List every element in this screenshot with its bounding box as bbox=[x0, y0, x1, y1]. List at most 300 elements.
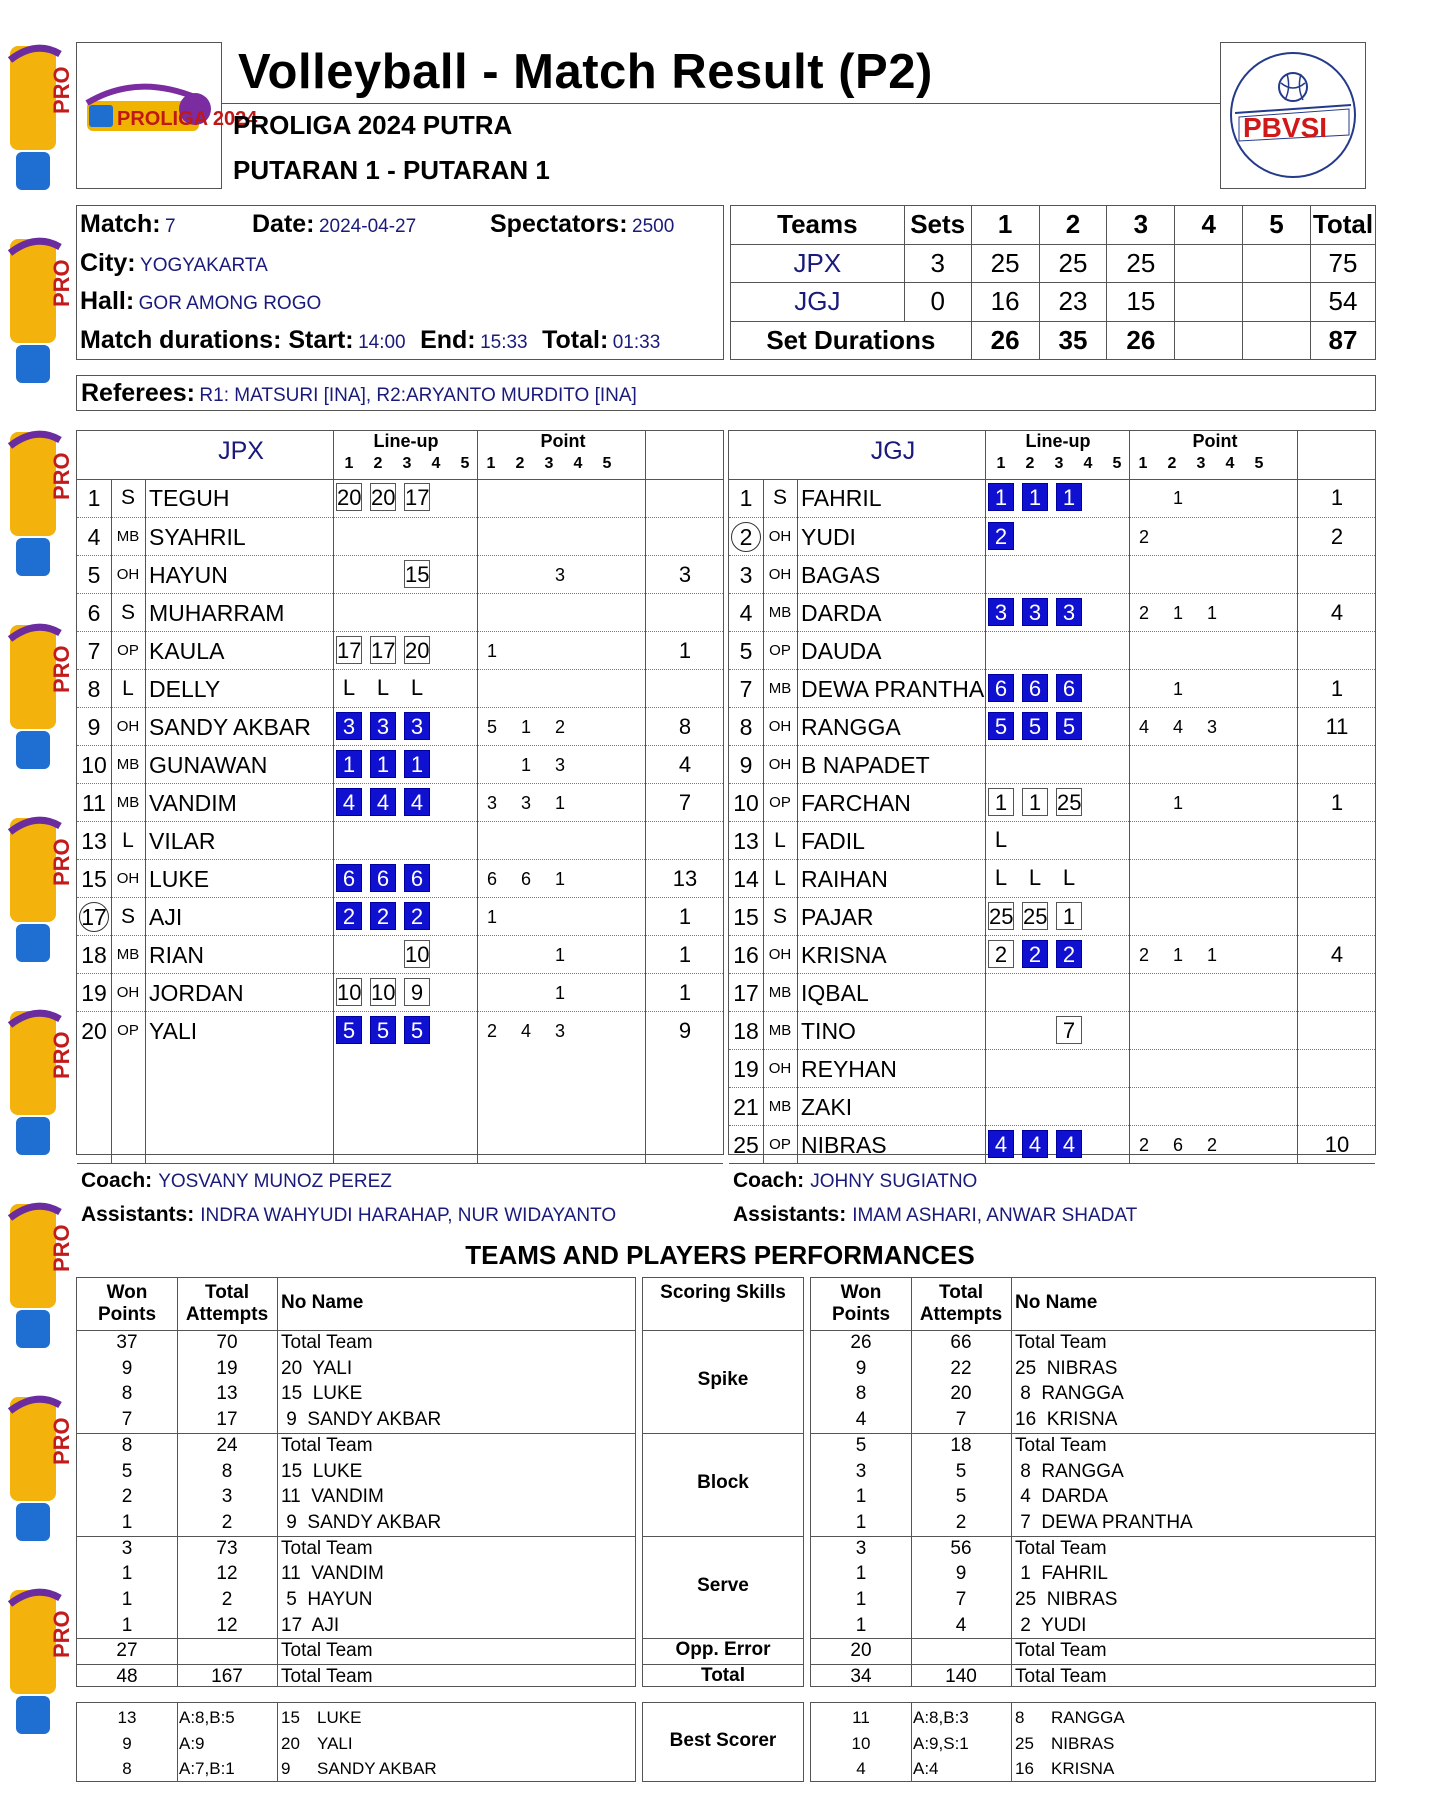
set-points: 2 bbox=[1206, 1135, 1217, 1155]
player-row bbox=[77, 517, 723, 556]
match-label: Match: bbox=[80, 210, 161, 238]
point-header: Point bbox=[1192, 431, 1238, 451]
player-number: 15 bbox=[81, 866, 107, 892]
team-b-best-scorer-table bbox=[810, 1702, 1376, 1782]
total-attempts: 19 bbox=[216, 1357, 238, 1379]
results-cell: 23 bbox=[1039, 283, 1107, 322]
set-points: 5 bbox=[486, 717, 497, 737]
player-name: VANDIM bbox=[149, 790, 237, 816]
lineup-position: 2 bbox=[370, 902, 396, 930]
point-set-number: 3 bbox=[1196, 455, 1206, 472]
results-header-2: 1 bbox=[971, 206, 1039, 245]
set-points: 4 bbox=[1138, 717, 1149, 737]
set-points: 1 bbox=[1206, 945, 1217, 965]
captain-circle: 17 bbox=[79, 902, 109, 932]
best-scorer-row bbox=[811, 1731, 1375, 1757]
end-value: 15:33 bbox=[480, 332, 528, 353]
set-points: 1 bbox=[554, 945, 565, 965]
performance-row bbox=[77, 1459, 635, 1485]
won-points: 1 bbox=[855, 1511, 867, 1533]
won-points: 1 bbox=[855, 1589, 867, 1610]
lineup-position: 5 bbox=[988, 712, 1014, 740]
lineup-position: 3 bbox=[1056, 598, 1082, 626]
set-points: 2 bbox=[486, 1021, 497, 1041]
set-duration-cell bbox=[1243, 321, 1311, 360]
point-set-number: 4 bbox=[573, 455, 583, 472]
player-number: 3 bbox=[739, 562, 753, 588]
won-points: 1 bbox=[855, 1563, 867, 1585]
player-position: MB bbox=[116, 756, 140, 773]
player-row bbox=[729, 935, 1375, 974]
total-attempts: 56 bbox=[950, 1537, 972, 1559]
won-points: 9 bbox=[121, 1357, 133, 1379]
player-name: KAULA bbox=[149, 638, 225, 664]
no-name-header: No Name bbox=[281, 1292, 364, 1313]
lineup-position: 17 bbox=[371, 638, 396, 663]
lineup-set-number: 4 bbox=[431, 455, 441, 472]
best-scorer-name: RANGGA bbox=[1051, 1708, 1125, 1727]
player-name: RAIHAN bbox=[801, 866, 888, 892]
lineup-position: 6 bbox=[1022, 674, 1048, 702]
performance-row bbox=[77, 1484, 635, 1510]
player-name: FADIL bbox=[801, 828, 865, 854]
player-row bbox=[729, 973, 1375, 1012]
lineup-position: 20 bbox=[405, 638, 430, 663]
set-duration-cell: 26 bbox=[1107, 321, 1175, 360]
player-position: L bbox=[774, 829, 786, 852]
won-points: 2 bbox=[121, 1486, 133, 1508]
lineup-header: Line-up bbox=[1025, 431, 1091, 451]
team-a-best-scorer-table bbox=[76, 1702, 636, 1782]
player-position: OH bbox=[116, 718, 140, 735]
point-set-number: 5 bbox=[1254, 455, 1264, 472]
won-points: 48 bbox=[116, 1666, 138, 1688]
won-points: 7 bbox=[121, 1409, 133, 1431]
player-name: 4 DARDA bbox=[1015, 1486, 1108, 1508]
player-total-points: 11 bbox=[1325, 714, 1349, 739]
lineup-set-number: 2 bbox=[373, 455, 383, 472]
results-cell: 25 bbox=[971, 244, 1039, 283]
lineup-position: 1 bbox=[404, 750, 430, 778]
player-number: 25 bbox=[733, 1132, 759, 1158]
lineup-header: Line-up bbox=[373, 431, 439, 451]
player-name: 16 KRISNA bbox=[1015, 1409, 1118, 1431]
total-attempts: 4 bbox=[955, 1614, 967, 1636]
set-points: 2 bbox=[1138, 603, 1149, 623]
best-scorer-number: 20 bbox=[281, 1733, 300, 1753]
set-points: 1 bbox=[486, 907, 497, 927]
total-attempts: 18 bbox=[950, 1434, 972, 1456]
player-name: 1 FAHRIL bbox=[1015, 1563, 1108, 1585]
best-scorer-breakdown: A:7,B:1 bbox=[179, 1759, 235, 1778]
total-attempts: 12 bbox=[216, 1614, 238, 1636]
player-row bbox=[729, 555, 1375, 594]
results-cell: 3 bbox=[904, 244, 971, 283]
lineup-position: 1 bbox=[988, 788, 1014, 816]
lineup-position: 3 bbox=[988, 598, 1014, 626]
total-attempts: 5 bbox=[955, 1460, 967, 1482]
player-name: 17 AJI bbox=[281, 1614, 340, 1636]
player-name: 5 HAYUN bbox=[281, 1589, 373, 1610]
player-row bbox=[77, 745, 723, 784]
player-row bbox=[729, 897, 1375, 936]
lineup-set-number: 5 bbox=[460, 455, 470, 472]
lineup-position: 20 bbox=[371, 485, 396, 510]
total-row bbox=[811, 1664, 1375, 1690]
player-number: 20 bbox=[81, 1018, 107, 1044]
scoring-skills-header: Scoring Skills bbox=[660, 1282, 786, 1303]
best-scorer-row bbox=[811, 1705, 1375, 1731]
player-name: 11 VANDIM bbox=[281, 1486, 384, 1508]
player-position: OP bbox=[769, 642, 791, 659]
point-set-number: 4 bbox=[1225, 455, 1235, 472]
referees-value: R1: MATSURI [INA], R2:ARYANTO MURDITO [INA] bbox=[199, 385, 637, 406]
won-points: 1 bbox=[121, 1589, 133, 1610]
player-position: OP bbox=[117, 642, 139, 659]
side-proliga-logo bbox=[6, 1584, 74, 1744]
player-name: 8 RANGGA bbox=[1015, 1383, 1124, 1405]
total-attempts-header: Total Attempts bbox=[919, 1282, 1003, 1325]
lineup-position: 6 bbox=[404, 864, 430, 892]
competition-name: PROLIGA 2024 PUTRA bbox=[233, 110, 513, 140]
team-b-lineup-panel bbox=[728, 430, 1376, 1226]
player-position: OP bbox=[769, 1136, 791, 1153]
side-proliga-logo bbox=[6, 1198, 74, 1358]
best-scorer-points: 13 bbox=[117, 1708, 137, 1727]
results-team-name: JPX bbox=[731, 244, 905, 283]
player-total-points: 4 bbox=[1330, 600, 1344, 625]
coach-divider bbox=[729, 1163, 1375, 1164]
total-attempts: 70 bbox=[216, 1332, 238, 1353]
proliga-logo-box bbox=[76, 42, 258, 189]
lineup-position: 4 bbox=[1022, 1130, 1048, 1158]
player-name: DAUDA bbox=[801, 638, 882, 664]
side-proliga-logo bbox=[6, 1005, 74, 1165]
won-points: 3 bbox=[855, 1460, 867, 1482]
lineup-position: 5 bbox=[1022, 712, 1048, 740]
player-position: MB bbox=[768, 1098, 792, 1115]
total-attempts: 2 bbox=[221, 1589, 233, 1610]
lineup-position: L bbox=[1028, 865, 1042, 890]
skill-label: Spike bbox=[697, 1369, 749, 1391]
player-name: 15 LUKE bbox=[281, 1383, 363, 1405]
player-number: 17 bbox=[733, 980, 759, 1006]
results-team-name: JGJ bbox=[731, 283, 905, 322]
best-scorer-points: 8 bbox=[122, 1759, 132, 1778]
total-attempts: 7 bbox=[955, 1589, 967, 1610]
results-cell bbox=[1175, 244, 1243, 283]
player-name: AJI bbox=[149, 904, 183, 930]
results-header-0: Teams bbox=[731, 206, 905, 245]
player-number: 15 bbox=[733, 904, 759, 930]
performance-row bbox=[811, 1536, 1375, 1562]
player-name: JORDAN bbox=[149, 980, 244, 1006]
side-proliga-logo bbox=[6, 1391, 74, 1551]
player-position: MB bbox=[116, 794, 140, 811]
lineup-position: 5 bbox=[1056, 712, 1082, 740]
best-scorer-breakdown: A:8,B:5 bbox=[179, 1708, 235, 1727]
lineup-set-number: 3 bbox=[402, 455, 412, 472]
lineup-position: L bbox=[994, 827, 1008, 852]
player-position: MB bbox=[116, 946, 140, 963]
player-number bbox=[729, 518, 763, 556]
won-points: 4 bbox=[855, 1409, 867, 1431]
lineup-position: 4 bbox=[1056, 1130, 1082, 1158]
results-header-6: 5 bbox=[1243, 206, 1311, 245]
total-row bbox=[77, 1664, 635, 1690]
player-name: 8 RANGGA bbox=[1015, 1460, 1124, 1482]
performance-row bbox=[811, 1356, 1375, 1382]
player-name: ZAKI bbox=[801, 1094, 853, 1120]
player-row bbox=[729, 783, 1375, 822]
total-attempts: 167 bbox=[211, 1666, 243, 1688]
set-points: 1 bbox=[1206, 603, 1217, 623]
lineup-position: 2 bbox=[336, 902, 362, 930]
player-row bbox=[729, 821, 1375, 860]
player-name: NIBRAS bbox=[801, 1132, 887, 1158]
won-points: 37 bbox=[116, 1332, 138, 1353]
player-row bbox=[729, 1049, 1375, 1088]
player-number: 10 bbox=[81, 752, 107, 778]
player-position: OH bbox=[768, 1060, 792, 1077]
player-row bbox=[729, 859, 1375, 898]
player-position: OH bbox=[116, 870, 140, 887]
lineup-position: 5 bbox=[404, 1016, 430, 1044]
performance-row bbox=[811, 1407, 1375, 1433]
match-spectators bbox=[490, 210, 674, 239]
player-name: Total Team bbox=[1015, 1640, 1107, 1662]
total-label: Total bbox=[701, 1665, 745, 1687]
best-scorer-points: 11 bbox=[852, 1708, 870, 1727]
player-name: 7 DEWA PRANTHA bbox=[1015, 1511, 1193, 1533]
performance-row bbox=[811, 1484, 1375, 1510]
point-set-number: 3 bbox=[544, 455, 554, 472]
player-total-points: 1 bbox=[1330, 676, 1344, 701]
total-attempts: 2 bbox=[221, 1511, 233, 1533]
total-attempts: 12 bbox=[216, 1563, 238, 1585]
player-total-points: 9 bbox=[678, 1018, 692, 1043]
pbvsi-logo-text: PBVSI bbox=[1243, 112, 1328, 143]
lineup-position: 6 bbox=[336, 864, 362, 892]
set-duration-cell: 35 bbox=[1039, 321, 1107, 360]
best-scorer-name: YALI bbox=[317, 1733, 353, 1753]
performance-row bbox=[77, 1356, 635, 1382]
player-name: Total Team bbox=[1015, 1537, 1107, 1559]
lineup-position: 6 bbox=[988, 674, 1014, 702]
set-points: 1 bbox=[520, 755, 531, 775]
best-scorer-number: 9 bbox=[281, 1759, 291, 1778]
side-proliga-logo bbox=[6, 40, 74, 200]
lineup-set-number: 4 bbox=[1083, 455, 1093, 472]
player-row bbox=[729, 1087, 1375, 1126]
won-points: 5 bbox=[121, 1460, 133, 1482]
lineup-position: 2 bbox=[1022, 940, 1048, 968]
lineup-position: 6 bbox=[370, 864, 396, 892]
performance-row bbox=[77, 1613, 635, 1639]
player-row bbox=[729, 479, 1375, 517]
set-points: 6 bbox=[520, 869, 531, 889]
player-number: 14 bbox=[733, 866, 759, 892]
results-header-4: 3 bbox=[1107, 206, 1175, 245]
set-points: 1 bbox=[1172, 945, 1183, 965]
lineup-position: L bbox=[376, 675, 390, 700]
best-scorer-points: 4 bbox=[856, 1759, 866, 1778]
point-set-number: 2 bbox=[515, 455, 525, 472]
player-row bbox=[729, 669, 1375, 708]
player-row bbox=[77, 631, 723, 670]
player-number: 16 bbox=[733, 942, 759, 968]
set-duration-cell: 87 bbox=[1310, 321, 1375, 360]
player-number: 1 bbox=[739, 485, 753, 511]
player-position: S bbox=[120, 601, 135, 624]
lineup-position: 2 bbox=[404, 902, 430, 930]
player-row bbox=[729, 1125, 1375, 1164]
results-cell: 0 bbox=[904, 283, 971, 322]
player-total-points: 4 bbox=[1330, 942, 1344, 967]
player-position: MB bbox=[768, 680, 792, 697]
lineup-position: 1 bbox=[1022, 788, 1048, 816]
total-attempts: 24 bbox=[216, 1434, 238, 1456]
player-number: 1 bbox=[87, 485, 101, 511]
player-position: S bbox=[120, 905, 135, 928]
header-divider bbox=[222, 103, 1220, 104]
player-position: OH bbox=[768, 528, 792, 545]
player-name: REYHAN bbox=[801, 1056, 897, 1082]
player-position: L bbox=[122, 829, 134, 852]
coach-label: Coach: bbox=[733, 1169, 805, 1192]
player-name: BAGAS bbox=[801, 562, 881, 588]
player-row bbox=[77, 479, 723, 517]
lineup-position: 4 bbox=[370, 788, 396, 816]
player-row bbox=[77, 859, 723, 898]
best-scorer-name: SANDY AKBAR bbox=[317, 1759, 437, 1778]
set-points: 1 bbox=[486, 641, 497, 661]
results-header-1: Sets bbox=[904, 206, 971, 245]
spectators-label: Spectators: bbox=[490, 210, 628, 238]
player-position: OH bbox=[768, 946, 792, 963]
assistants-label: Assistants: bbox=[733, 1203, 847, 1226]
svg-text:PRO: PRO bbox=[49, 259, 74, 307]
results-header-7: Total bbox=[1310, 206, 1375, 245]
results-cell: 16 bbox=[971, 283, 1039, 322]
performance-row bbox=[811, 1381, 1375, 1407]
player-name: VILAR bbox=[149, 828, 216, 854]
player-row bbox=[77, 821, 723, 860]
player-row bbox=[77, 555, 723, 594]
side-proliga-logo bbox=[6, 812, 74, 972]
player-number: 19 bbox=[81, 980, 107, 1006]
lineup-position: 2 bbox=[1056, 940, 1082, 968]
player-name: DEWA PRANTHA bbox=[801, 676, 985, 702]
total-attempts: 5 bbox=[955, 1486, 967, 1508]
performance-row bbox=[811, 1587, 1375, 1613]
match-hall bbox=[80, 287, 321, 316]
player-name: LUKE bbox=[149, 866, 210, 892]
results-header-3: 2 bbox=[1039, 206, 1107, 245]
assistants-line bbox=[733, 1203, 1137, 1227]
performance-row bbox=[811, 1613, 1375, 1639]
lineup-set-number: 1 bbox=[344, 455, 354, 472]
player-row bbox=[77, 973, 723, 1012]
player-name: DARDA bbox=[801, 600, 882, 626]
hall-value: GOR AMONG ROGO bbox=[138, 293, 322, 314]
lineup-position: 1 bbox=[1056, 483, 1082, 511]
player-number: 6 bbox=[87, 600, 101, 626]
spectators-value: 2500 bbox=[632, 216, 675, 237]
player-name: B NAPADET bbox=[801, 752, 930, 778]
lineup-position: 25 bbox=[1057, 790, 1082, 815]
set-points: 3 bbox=[486, 793, 497, 813]
match-city bbox=[80, 249, 268, 278]
won-points: 26 bbox=[850, 1332, 872, 1353]
total-attempts: 7 bbox=[955, 1409, 967, 1431]
total-attempts: 8 bbox=[221, 1460, 233, 1482]
best-scorer-row bbox=[77, 1756, 635, 1782]
player-row bbox=[77, 897, 723, 936]
performance-row bbox=[77, 1561, 635, 1587]
match-date bbox=[252, 210, 416, 239]
won-points: 1 bbox=[855, 1486, 867, 1508]
player-row bbox=[729, 745, 1375, 784]
svg-text:PRO: PRO bbox=[49, 838, 74, 886]
total-attempts: 13 bbox=[216, 1383, 238, 1405]
lineup-position: 3 bbox=[404, 712, 430, 740]
point-set-number: 1 bbox=[486, 455, 496, 472]
player-name: 2 YUDI bbox=[1015, 1614, 1087, 1636]
lineup-position: 3 bbox=[370, 712, 396, 740]
lineup-set-number: 1 bbox=[996, 455, 1006, 472]
scoring-skills-column bbox=[642, 1277, 804, 1687]
point-header: Point bbox=[540, 431, 586, 451]
group-divider bbox=[643, 1433, 803, 1434]
player-row bbox=[77, 1011, 723, 1050]
set-points: 6 bbox=[486, 869, 497, 889]
performance-row bbox=[77, 1330, 635, 1356]
player-row bbox=[77, 593, 723, 632]
assistants-label: Assistants: bbox=[81, 1203, 195, 1226]
won-points: 8 bbox=[121, 1434, 133, 1456]
results-cell bbox=[1175, 283, 1243, 322]
player-number: 9 bbox=[87, 714, 101, 740]
player-name: Total Team bbox=[281, 1666, 373, 1688]
player-position: MB bbox=[768, 984, 792, 1001]
total-attempts: 22 bbox=[950, 1357, 972, 1379]
performance-row bbox=[811, 1433, 1375, 1459]
best-scorer-row bbox=[77, 1731, 635, 1757]
player-name: YALI bbox=[149, 1018, 198, 1044]
opp-error-label: Opp. Error bbox=[675, 1639, 771, 1661]
player-name: RIAN bbox=[149, 942, 204, 968]
performance-row bbox=[77, 1587, 635, 1613]
page-title: Volleyball - Match Result (P2) bbox=[238, 45, 933, 99]
player-position: OH bbox=[768, 756, 792, 773]
won-points: 1 bbox=[121, 1614, 133, 1636]
player-position: MB bbox=[768, 1022, 792, 1039]
team-a-performance-table bbox=[76, 1277, 636, 1687]
player-number: 18 bbox=[733, 1018, 759, 1044]
assistants-names: IMAM ASHARI, ANWAR SHADAT bbox=[852, 1205, 1138, 1226]
player-name: Total Team bbox=[1015, 1332, 1107, 1353]
pbvsi-logo bbox=[1221, 43, 1364, 187]
best-scorer-breakdown: A:9 bbox=[179, 1733, 205, 1753]
player-name: SYAHRIL bbox=[149, 524, 246, 550]
player-name: PAJAR bbox=[801, 904, 874, 930]
set-points: 1 bbox=[520, 717, 531, 737]
svg-text:PRO: PRO bbox=[49, 1610, 74, 1658]
total-value: 01:33 bbox=[612, 332, 661, 353]
player-name: 11 VANDIM bbox=[281, 1563, 384, 1585]
player-position: MB bbox=[116, 528, 140, 545]
